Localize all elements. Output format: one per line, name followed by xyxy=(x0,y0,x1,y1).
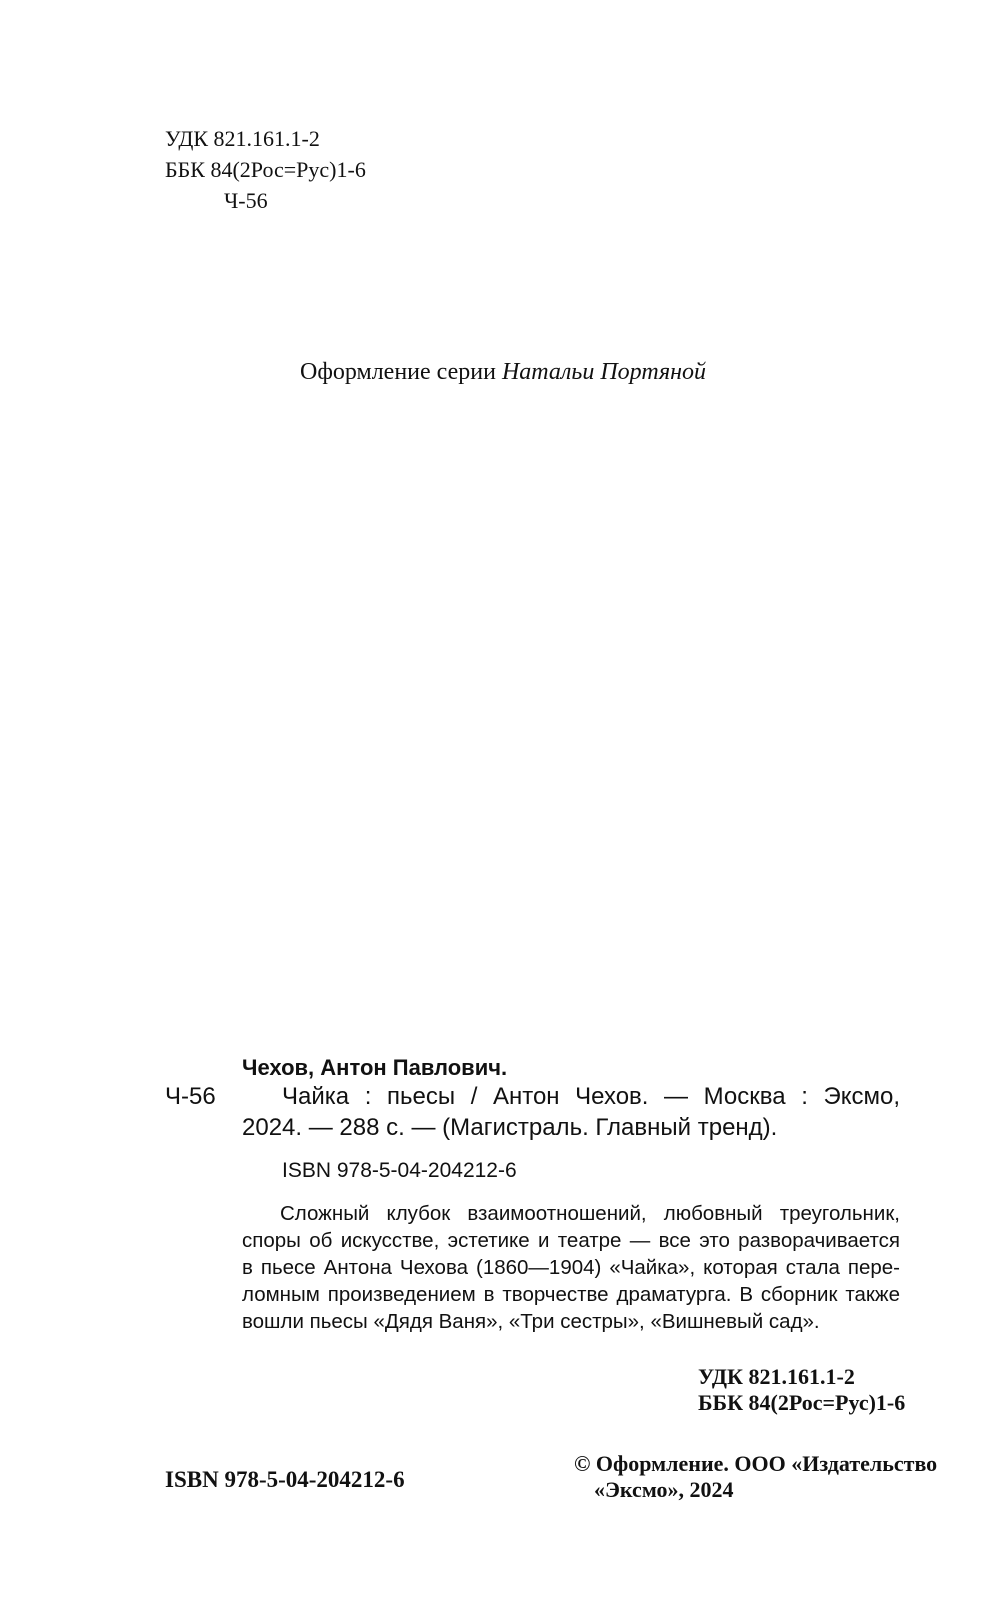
annotation-line: вошли пьесы «Дядя Ваня», «Три сестры», «Вишневый сад». xyxy=(242,1310,820,1333)
copyright-line1: © Оформление. ООО «Издательство xyxy=(574,1451,938,1476)
catalog-description-line1: Чайка : пьесы / Антон Чехов. — Москва : Эксмо, xyxy=(282,1083,900,1110)
copyright-line2: «Эксмо», 2024 xyxy=(594,1477,734,1502)
udk-top: УДК 821.161.1-2 xyxy=(165,126,320,151)
annotation-line: ломным произведением в творчестве драматурга. В сборник также xyxy=(242,1283,900,1306)
series-design-prefix: Оформление серии xyxy=(300,359,496,385)
series-design-credit xyxy=(300,358,706,386)
catalog-isbn: ISBN 978-5-04-204212-6 xyxy=(282,1159,517,1182)
annotation-line: споры об искусстве, эстетике и театре — все это разворачивается xyxy=(242,1229,900,1252)
annotation-line: Сложный клубок взаимоотношений, любовный треугольник, xyxy=(280,1202,900,1225)
annotation-line: в пьесе Антона Чехова (1860—1904) «Чайка», которая стала пере- xyxy=(242,1256,900,1279)
annotation xyxy=(242,1200,900,1335)
udk-bottom: УДК 821.161.1-2 xyxy=(698,1364,855,1389)
series-designer-name: Натальи Портяной xyxy=(501,359,707,385)
footer-isbn: ISBN 978-5-04-204212-6 xyxy=(165,1467,405,1492)
bbk-top: ББК 84(2Рос=Рус)1-6 xyxy=(165,157,366,182)
bbk-bottom: ББК 84(2Рос=Рус)1-6 xyxy=(698,1390,906,1415)
catalog-author-heading: Чехов, Антон Павлович. xyxy=(242,1055,508,1080)
catalog-author-mark: Ч-56 xyxy=(165,1083,216,1110)
author-mark-top: Ч-56 xyxy=(224,188,268,213)
catalog-description-line2: 2024. — 288 с. — (Магистраль. Главный тренд). xyxy=(242,1114,778,1141)
